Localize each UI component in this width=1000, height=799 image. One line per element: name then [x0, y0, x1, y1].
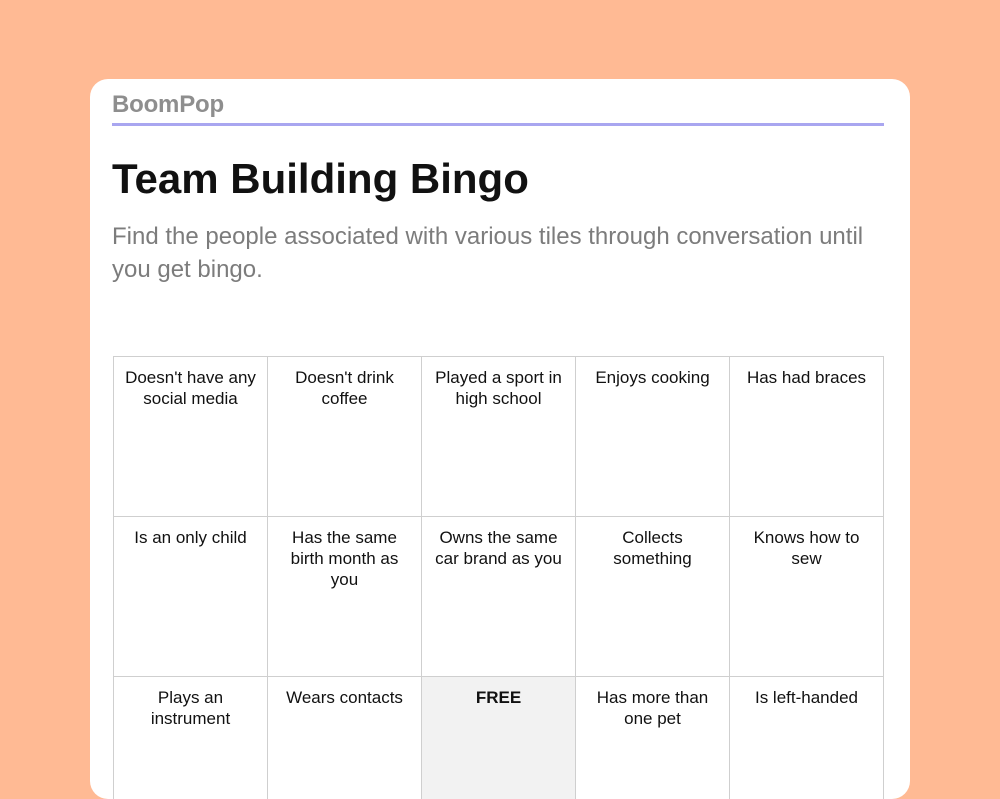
- brand-logo: BoomPop: [112, 91, 224, 118]
- bingo-tile[interactable]: Has the same birth month as you: [268, 517, 422, 677]
- bingo-tile[interactable]: Has more than one pet: [576, 677, 730, 799]
- bingo-tile[interactable]: Plays an instrument: [114, 677, 268, 799]
- bingo-tile[interactable]: Is an only child: [114, 517, 268, 677]
- bingo-tile[interactable]: Knows how to sew: [730, 517, 884, 677]
- bingo-tile[interactable]: Has had braces: [730, 357, 884, 517]
- page-title: Team Building Bingo: [112, 155, 529, 202]
- page-subtitle: Find the people associated with various tiles through conversation until you get bingo.: [112, 223, 864, 283]
- bingo-tile[interactable]: Collects something: [576, 517, 730, 677]
- bingo-tile[interactable]: Doesn't drink coffee: [268, 357, 422, 517]
- bingo-free-tile[interactable]: FREE: [422, 677, 576, 799]
- bingo-grid: [113, 356, 884, 799]
- bingo-tile[interactable]: Is left-handed: [730, 677, 884, 799]
- brand-divider: [112, 123, 884, 126]
- bingo-tile[interactable]: Doesn't have any social media: [114, 357, 268, 517]
- bingo-tile[interactable]: Wears contacts: [268, 677, 422, 799]
- bingo-card: [90, 79, 910, 799]
- bingo-tile[interactable]: Enjoys cooking: [576, 357, 730, 517]
- bingo-tile[interactable]: Played a sport in high school: [422, 357, 576, 517]
- bingo-tile[interactable]: Owns the same car brand as you: [422, 517, 576, 677]
